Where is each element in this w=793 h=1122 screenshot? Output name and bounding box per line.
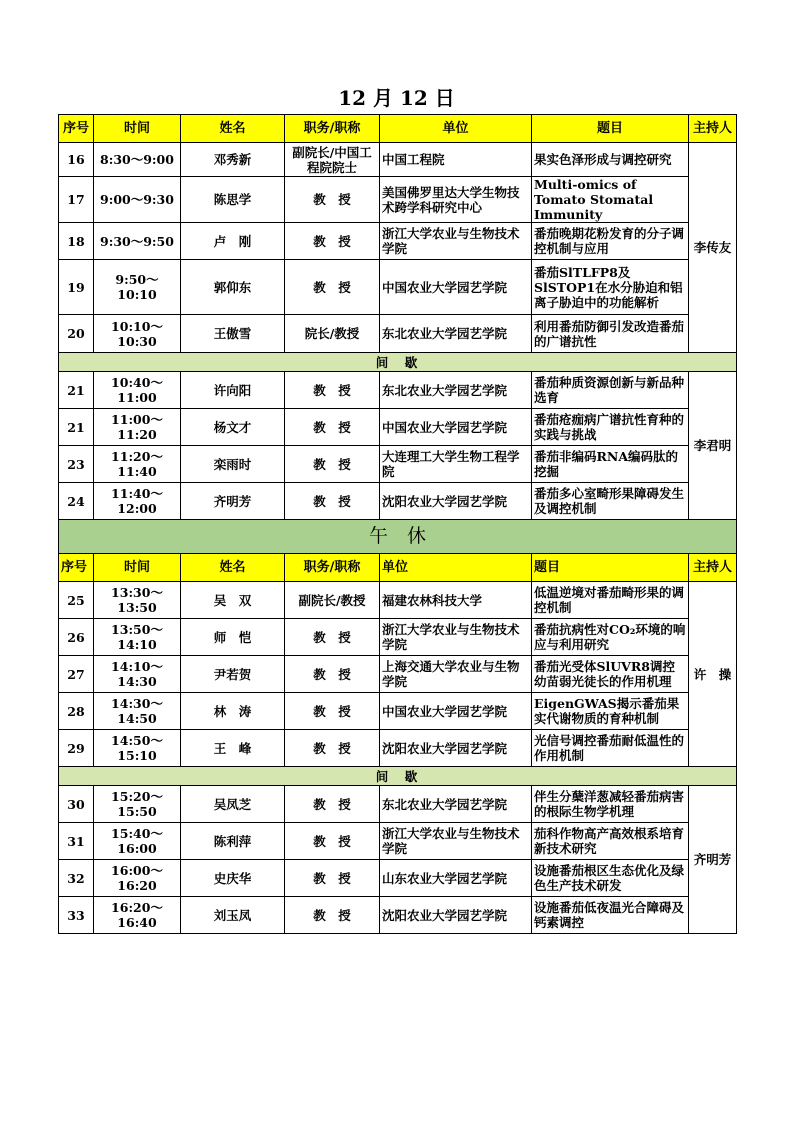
position-cell: 教 授 <box>285 730 380 767</box>
time-cell: 16:00～16:20 <box>94 860 181 897</box>
table-row <box>59 143 737 177</box>
header-row <box>59 554 737 582</box>
position-cell: 教 授 <box>285 823 380 860</box>
unit-cell: 上海交通大学农业与生物学院 <box>380 656 532 693</box>
break-row-label: 间 歇 <box>59 767 737 786</box>
position-cell: 教 授 <box>285 223 380 260</box>
unit-cell: 大连理工大学生物工程学院 <box>380 446 532 483</box>
time-cell: 9:50～10:10 <box>94 260 181 315</box>
topic-cell: 伴生分蘖洋葱减轻番茄病害的根际生物学机理 <box>532 786 689 823</box>
topic-cell: 番茄SlTLFP8及SlSTOP1在水分胁迫和铝离子胁迫中的功能解析 <box>532 260 689 315</box>
header-name: 姓名 <box>181 554 285 582</box>
table-row <box>59 483 737 520</box>
time-cell: 14:10～14:30 <box>94 656 181 693</box>
unit-cell: 浙江大学农业与生物技术学院 <box>380 223 532 260</box>
speaker-name: 尹若贺 <box>181 656 285 693</box>
header-name: 姓名 <box>181 115 285 143</box>
host-cell: 齐明芳 <box>689 786 737 934</box>
header-host: 主持人 <box>689 115 737 143</box>
seq-cell: 21 <box>59 372 94 409</box>
topic-cell: 番茄种质资源创新与新品种选育 <box>532 372 689 409</box>
table-row <box>59 223 737 260</box>
unit-cell: 中国农业大学园艺学院 <box>380 693 532 730</box>
position-cell: 副院长/中国工程院院士 <box>285 143 380 177</box>
speaker-name: 栾雨时 <box>181 446 285 483</box>
seq-cell: 31 <box>59 823 94 860</box>
table-row <box>59 177 737 223</box>
position-cell: 教 授 <box>285 446 380 483</box>
unit-cell: 中国工程院 <box>380 143 532 177</box>
seq-cell: 33 <box>59 897 94 934</box>
time-cell: 15:20～15:50 <box>94 786 181 823</box>
unit-cell: 东北农业大学园艺学院 <box>380 786 532 823</box>
speaker-name: 王 峰 <box>181 730 285 767</box>
position-cell: 教 授 <box>285 409 380 446</box>
position-cell: 院长/教授 <box>285 315 380 353</box>
position-cell: 教 授 <box>285 372 380 409</box>
header-position: 职务/职称 <box>285 554 380 582</box>
topic-cell: EigenGWAS揭示番茄果实代谢物质的育种机制 <box>532 693 689 730</box>
unit-cell: 山东农业大学园艺学院 <box>380 860 532 897</box>
time-cell: 11:00～11:20 <box>94 409 181 446</box>
unit-cell: 东北农业大学园艺学院 <box>380 315 532 353</box>
seq-cell: 19 <box>59 260 94 315</box>
header-position: 职务/职称 <box>285 115 380 143</box>
time-cell: 8:30～9:00 <box>94 143 181 177</box>
break-row-label: 间 歇 <box>59 353 737 372</box>
position-cell: 副院长/教授 <box>285 582 380 619</box>
speaker-name: 陈利萍 <box>181 823 285 860</box>
speaker-name: 林 涛 <box>181 693 285 730</box>
time-cell: 10:40～11:00 <box>94 372 181 409</box>
time-cell: 11:40～12:00 <box>94 483 181 520</box>
time-cell: 10:10～10:30 <box>94 315 181 353</box>
position-cell: 教 授 <box>285 860 380 897</box>
topic-cell: 番茄抗病性对CO₂环境的响应与利用研究 <box>532 619 689 656</box>
lunch-row <box>59 520 737 554</box>
speaker-name: 郭仰东 <box>181 260 285 315</box>
position-cell: 教 授 <box>285 619 380 656</box>
table-row <box>59 409 737 446</box>
time-cell: 11:20～11:40 <box>94 446 181 483</box>
position-cell: 教 授 <box>285 260 380 315</box>
table-row <box>59 446 737 483</box>
table-row <box>59 315 737 353</box>
seq-cell: 24 <box>59 483 94 520</box>
header-seq: 序号 <box>59 115 94 143</box>
seq-cell: 17 <box>59 177 94 223</box>
speaker-name: 齐明芳 <box>181 483 285 520</box>
seq-cell: 16 <box>59 143 94 177</box>
topic-cell: 光信号调控番茄耐低温性的作用机制 <box>532 730 689 767</box>
seq-cell: 21 <box>59 409 94 446</box>
position-cell: 教 授 <box>285 897 380 934</box>
time-cell: 9:00～9:30 <box>94 177 181 223</box>
host-cell: 许 操 <box>689 582 737 767</box>
time-cell: 13:50～14:10 <box>94 619 181 656</box>
time-cell: 16:20～16:40 <box>94 897 181 934</box>
table-row <box>59 897 737 934</box>
unit-cell: 中国农业大学园艺学院 <box>380 409 532 446</box>
speaker-name: 吴凤芝 <box>181 786 285 823</box>
table-row <box>59 619 737 656</box>
header-unit: 单位 <box>380 115 532 143</box>
seq-cell: 32 <box>59 860 94 897</box>
table-row <box>59 786 737 823</box>
break-row <box>59 767 737 786</box>
topic-cell: 番茄非编码RNA编码肽的挖掘 <box>532 446 689 483</box>
header-unit: 单位 <box>380 554 532 582</box>
unit-cell: 东北农业大学园艺学院 <box>380 372 532 409</box>
seq-cell: 23 <box>59 446 94 483</box>
seq-cell: 18 <box>59 223 94 260</box>
unit-cell: 浙江大学农业与生物技术学院 <box>380 619 532 656</box>
table-row <box>59 693 737 730</box>
speaker-name: 吴 双 <box>181 582 285 619</box>
header-time: 时间 <box>94 554 181 582</box>
unit-cell: 福建农林科技大学 <box>380 582 532 619</box>
topic-cell: 设施番茄低夜温光合障碍及钙素调控 <box>532 897 689 934</box>
header-row <box>59 115 737 143</box>
topic-cell: 茄科作物高产高效根系培育新技术研究 <box>532 823 689 860</box>
position-cell: 教 授 <box>285 177 380 223</box>
seq-cell: 28 <box>59 693 94 730</box>
page-title: 12 月 12 日 <box>338 86 455 110</box>
table-row <box>59 582 737 619</box>
unit-cell: 沈阳农业大学园艺学院 <box>380 483 532 520</box>
speaker-name: 刘玉凤 <box>181 897 285 934</box>
topic-cell: 番茄光受体SlUVR8调控幼苗弱光徒长的作用机理 <box>532 656 689 693</box>
seq-cell: 30 <box>59 786 94 823</box>
unit-cell: 沈阳农业大学园艺学院 <box>380 897 532 934</box>
topic-cell: 果实色泽形成与调控研究 <box>532 143 689 177</box>
table-row <box>59 260 737 315</box>
seq-cell: 27 <box>59 656 94 693</box>
position-cell: 教 授 <box>285 483 380 520</box>
speaker-name: 师 恺 <box>181 619 285 656</box>
header-topic: 题目 <box>532 115 689 143</box>
seq-cell: 20 <box>59 315 94 353</box>
speaker-name: 邓秀新 <box>181 143 285 177</box>
seq-cell: 26 <box>59 619 94 656</box>
time-cell: 13:30～13:50 <box>94 582 181 619</box>
topic-cell: 低温逆境对番茄畸形果的调控机制 <box>532 582 689 619</box>
speaker-name: 卢 刚 <box>181 223 285 260</box>
unit-cell: 美国佛罗里达大学生物技术跨学科研究中心 <box>380 177 532 223</box>
topic-cell: Multi-omics of Tomato Stomatal Immunity <box>532 177 689 223</box>
topic-cell: 番茄多心室畸形果障碍发生及调控机制 <box>532 483 689 520</box>
speaker-name: 陈思学 <box>181 177 285 223</box>
table-row <box>59 730 737 767</box>
time-cell: 9:30～9:50 <box>94 223 181 260</box>
speaker-name: 史庆华 <box>181 860 285 897</box>
table-row <box>59 823 737 860</box>
time-cell: 15:40～16:00 <box>94 823 181 860</box>
host-cell: 李君明 <box>689 372 737 520</box>
table-row <box>59 372 737 409</box>
topic-cell: 番茄疮痂病广谱抗性育种的实践与挑战 <box>532 409 689 446</box>
break-row <box>59 353 737 372</box>
speaker-name: 许向阳 <box>181 372 285 409</box>
position-cell: 教 授 <box>285 656 380 693</box>
header-host: 主持人 <box>689 554 737 582</box>
topic-cell: 利用番茄防御引发改造番茄的广谱抗性 <box>532 315 689 353</box>
speaker-name: 王傲雪 <box>181 315 285 353</box>
unit-cell: 浙江大学农业与生物技术学院 <box>380 823 532 860</box>
time-cell: 14:30～14:50 <box>94 693 181 730</box>
topic-cell: 番茄晚期花粉发育的分子调控机制与应用 <box>532 223 689 260</box>
lunch-row-label: 午 休 <box>59 520 737 554</box>
position-cell: 教 授 <box>285 786 380 823</box>
seq-cell: 29 <box>59 730 94 767</box>
unit-cell: 中国农业大学园艺学院 <box>380 260 532 315</box>
table-row <box>59 656 737 693</box>
position-cell: 教 授 <box>285 693 380 730</box>
speaker-name: 杨文才 <box>181 409 285 446</box>
time-cell: 14:50～15:10 <box>94 730 181 767</box>
schedule-body <box>59 115 737 934</box>
header-seq: 序号 <box>59 554 94 582</box>
unit-cell: 沈阳农业大学园艺学院 <box>380 730 532 767</box>
schedule-table <box>58 114 737 934</box>
header-time: 时间 <box>94 115 181 143</box>
header-topic: 题目 <box>532 554 689 582</box>
topic-cell: 设施番茄根区生态优化及绿色生产技术研发 <box>532 860 689 897</box>
host-cell: 李传友 <box>689 143 737 353</box>
table-row <box>59 860 737 897</box>
seq-cell: 25 <box>59 582 94 619</box>
